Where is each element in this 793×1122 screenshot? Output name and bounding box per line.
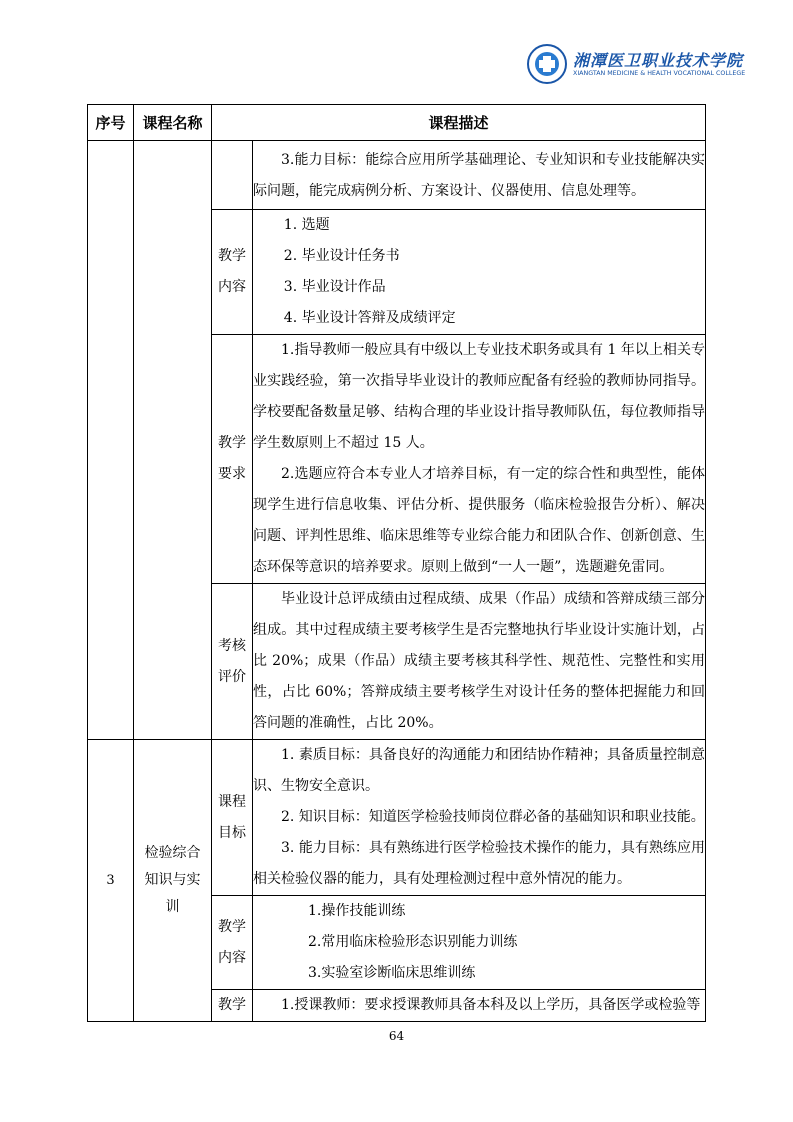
list-item: 3. 毕业设计作品	[283, 279, 386, 295]
prev-requirement-label: 教学要求	[212, 335, 253, 584]
course-table	[87, 104, 706, 1022]
prev-evaluation-label: 考核评价	[212, 584, 253, 740]
list-item: 1. 选题	[283, 217, 330, 233]
list-item: 1.操作技能训练	[308, 903, 406, 919]
course-content-label: 教学内容	[212, 896, 253, 990]
prev-content-label: 教学内容	[212, 210, 253, 335]
logo-chinese-name: 湘潭医卫职业技术学院	[573, 51, 744, 70]
prev-evaluation-cell: 毕业设计总评成绩由过程成绩、成果（作品）成绩和答辩成绩三部分组成。其中过程成绩主要考核学生是否完整地执行毕业设计实施计划，占比 20%；成果（作品）成绩主要考核其科学性、规范性、完整性和实用性，占比 60%；答辩成绩主要考核学生对设计任务的整体把握能力和回答问题的准确性，占比 20%。	[253, 584, 706, 740]
header-course-name: 课程名称	[134, 105, 212, 141]
page-number: 64	[388, 1029, 405, 1043]
header-number: 序号	[88, 105, 134, 141]
prev-course-name-cell	[134, 141, 212, 740]
course-goal-cell: 1. 素质目标：具备良好的沟通能力和团结协作精神；具备质量控制意识、生物安全意识。 2. 知识目标：知道医学检验技师岗位群必备的基础知识和职业技能。 3. 能力目标：具有熟练进行医学检验技术操作的能力，具有熟练应用相关检验仪器的能力，具有处理检测过程中意外情况的能力。	[253, 740, 706, 896]
course-number: 3	[88, 740, 134, 1022]
prev-requirement-cell: 1.指导教师一般应具有中级以上专业技术职务或具有 1 年以上相关专业实践经验，第一次指导毕业设计的教师应配备有经验的教师协同指导。学校要配备数量足够、结构合理的毕业设计指导教师队伍，每位教师指导学生数原则上不超过 15 人。 2.选题应符合本专业人才培养目标，有一定的综合性和典型性，能体现学生进行信息收集、评估分析、提供服务（临床检验报告分析）、解决问题、评判性思维、临床思维等专业综合能力和团队合作、创新创意、生态环保等意识的培养要求。原则上做到“一人一题”，选题避免雷同。	[253, 335, 706, 584]
prev-ability-goal: 3.能力目标：能综合应用所学基础理论、专业知识和专业技能解决实际问题，能完成病例分析、方案设计、仪器使用、信息处理等。	[253, 141, 706, 210]
prev-number-cell	[88, 141, 134, 740]
table-row	[88, 141, 706, 210]
table-row	[88, 740, 706, 896]
list-item: 2. 毕业设计任务书	[283, 248, 400, 264]
course-name: 检验综合知识与实训	[134, 740, 212, 1022]
header-course-description: 课程描述	[212, 105, 706, 141]
list-item: 2.常用临床检验形态识别能力训练	[308, 934, 518, 950]
course-requirement-label: 教学	[212, 990, 253, 1022]
list-item: 3.实验室诊断临床思维训练	[308, 965, 476, 981]
college-logo	[527, 44, 746, 88]
college-seal-icon	[527, 44, 567, 84]
prev-goal-label-cell	[212, 141, 253, 210]
table-header-row	[88, 105, 706, 141]
course-goal-label: 课程目标	[212, 740, 253, 896]
logo-english-name: XIANGTAN MEDICINE & HEALTH VOCATIONAL COLLEGE	[573, 70, 746, 77]
list-item: 4. 毕业设计答辩及成绩评定	[283, 310, 456, 326]
course-content-cell	[253, 896, 706, 990]
course-requirement-cell: 1.授课教师：要求授课教师具备本科及以上学历，具备医学或检验等	[253, 990, 706, 1022]
prev-content-cell	[253, 210, 706, 335]
